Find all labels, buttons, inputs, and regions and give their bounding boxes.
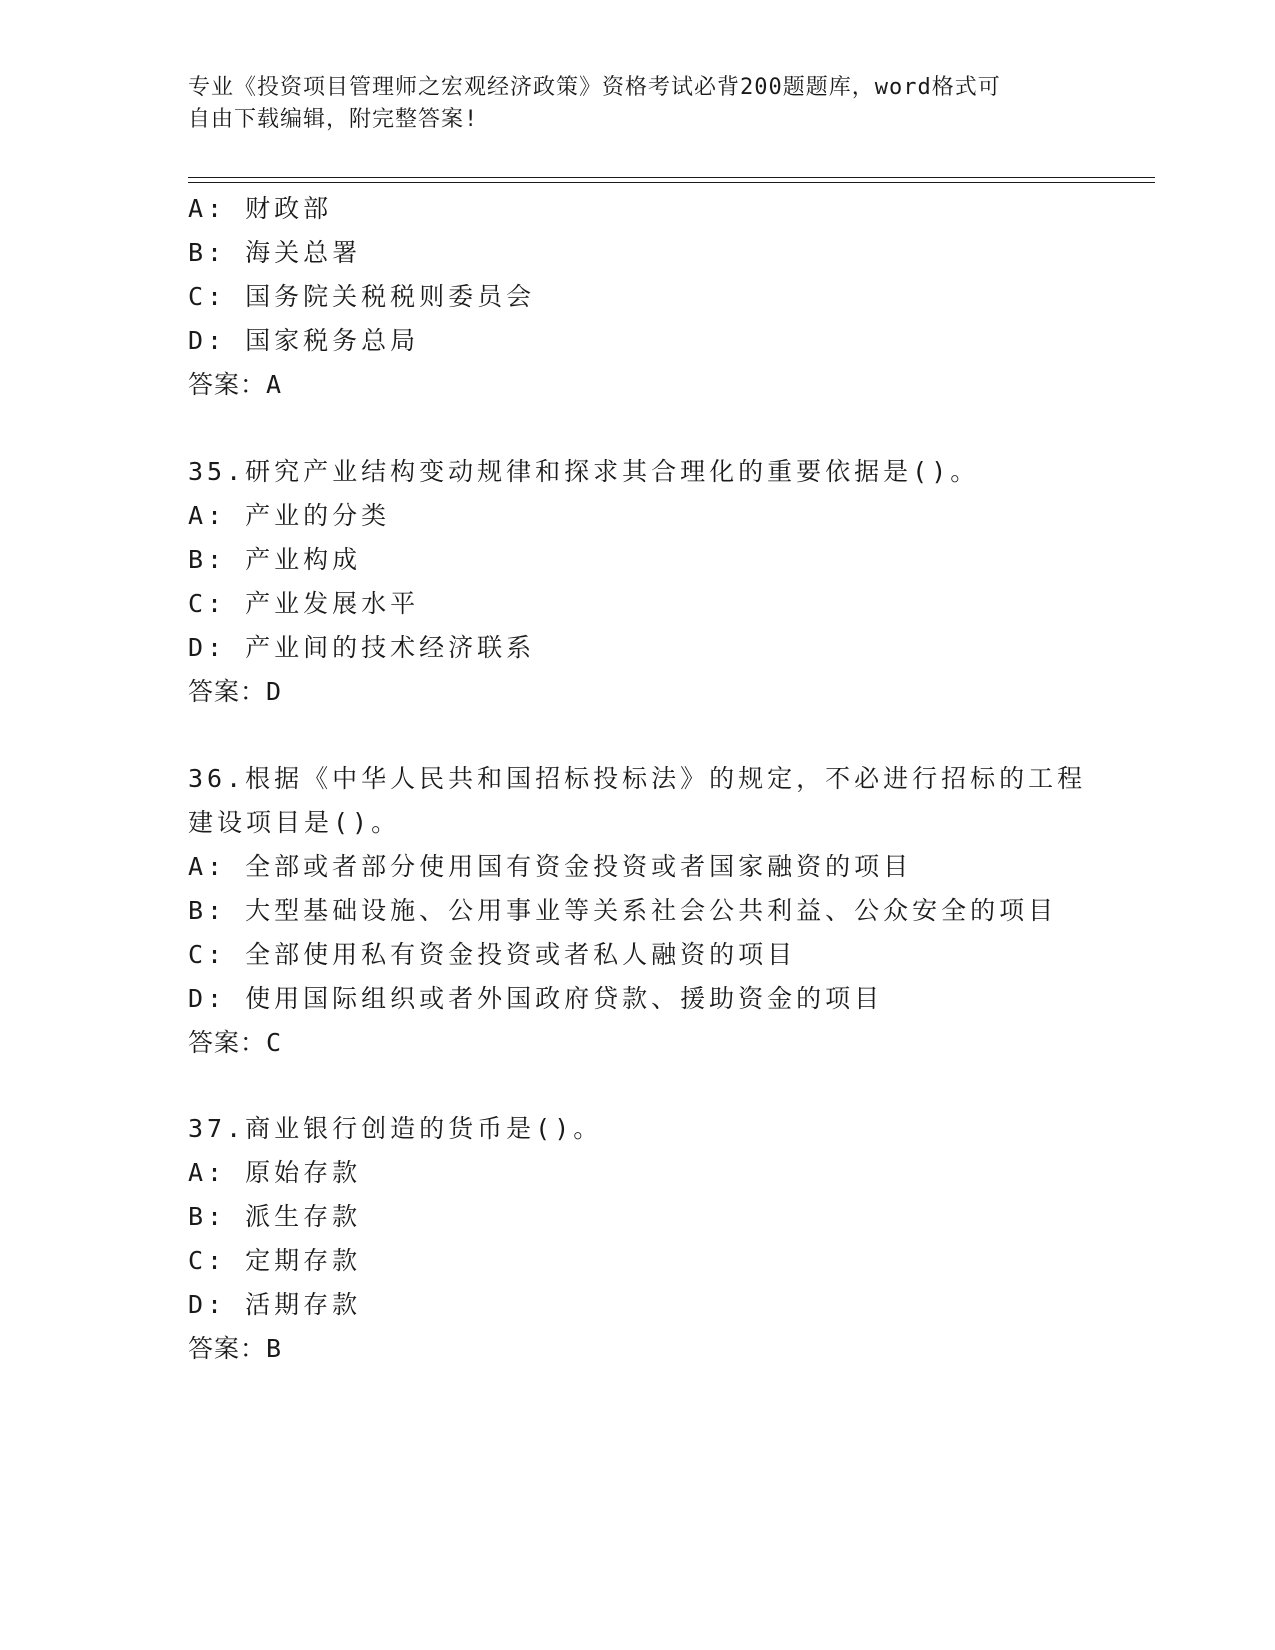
header-divider-top — [188, 177, 1155, 178]
q35-question: 35.研究产业结构变动规律和探求其合理化的重要依据是()。 — [188, 457, 980, 486]
q36-option-c: C: 全部使用私有资金投资或者私人融资的项目 — [188, 940, 797, 969]
q35-answer: 答案：D — [188, 677, 283, 706]
q35-option-d: D: 产业间的技术经济联系 — [188, 633, 536, 662]
q34-option-d: D: 国家税务总局 — [188, 326, 420, 355]
q35-option-a: A: 产业的分类 — [188, 501, 391, 530]
q36-question-line-1: 36.根据《中华人民共和国招标投标法》的规定，不必进行招标的工程 — [188, 764, 1087, 793]
q34-answer: 答案：A — [188, 370, 283, 399]
q36-option-d: D: 使用国际组织或者外国政府贷款、援助资金的项目 — [188, 984, 884, 1013]
q34-option-c: C: 国务院关税税则委员会 — [188, 282, 536, 311]
q37-option-a: A: 原始存款 — [188, 1158, 362, 1187]
q36-option-a: A: 全部或者部分使用国有资金投资或者国家融资的项目 — [188, 852, 913, 881]
q36-answer: 答案：C — [188, 1028, 283, 1057]
q36-option-b: B: 大型基础设施、公用事业等关系社会公共利益、公众安全的项目 — [188, 896, 1058, 925]
q37-option-b: B: 派生存款 — [188, 1202, 362, 1231]
q37-answer: 答案：B — [188, 1334, 283, 1363]
q37-question: 37.商业银行创造的货币是()。 — [188, 1114, 603, 1143]
header-divider-bottom — [188, 182, 1155, 183]
header-line-1: 专业《投资项目管理师之宏观经济政策》资格考试必背200题题库，word格式可 — [188, 75, 1001, 100]
header-line-2: 自由下载编辑，附完整答案! — [188, 107, 479, 132]
q37-option-d: D: 活期存款 — [188, 1290, 362, 1319]
q36-question-line-2: 建设项目是()。 — [188, 808, 401, 837]
q35-option-b: B: 产业构成 — [188, 545, 362, 574]
q37-option-c: C: 定期存款 — [188, 1246, 362, 1275]
q35-option-c: C: 产业发展水平 — [188, 589, 420, 618]
q34-option-a: A: 财政部 — [188, 194, 333, 223]
q34-option-b: B: 海关总署 — [188, 238, 362, 267]
document-header — [188, 72, 1068, 136]
